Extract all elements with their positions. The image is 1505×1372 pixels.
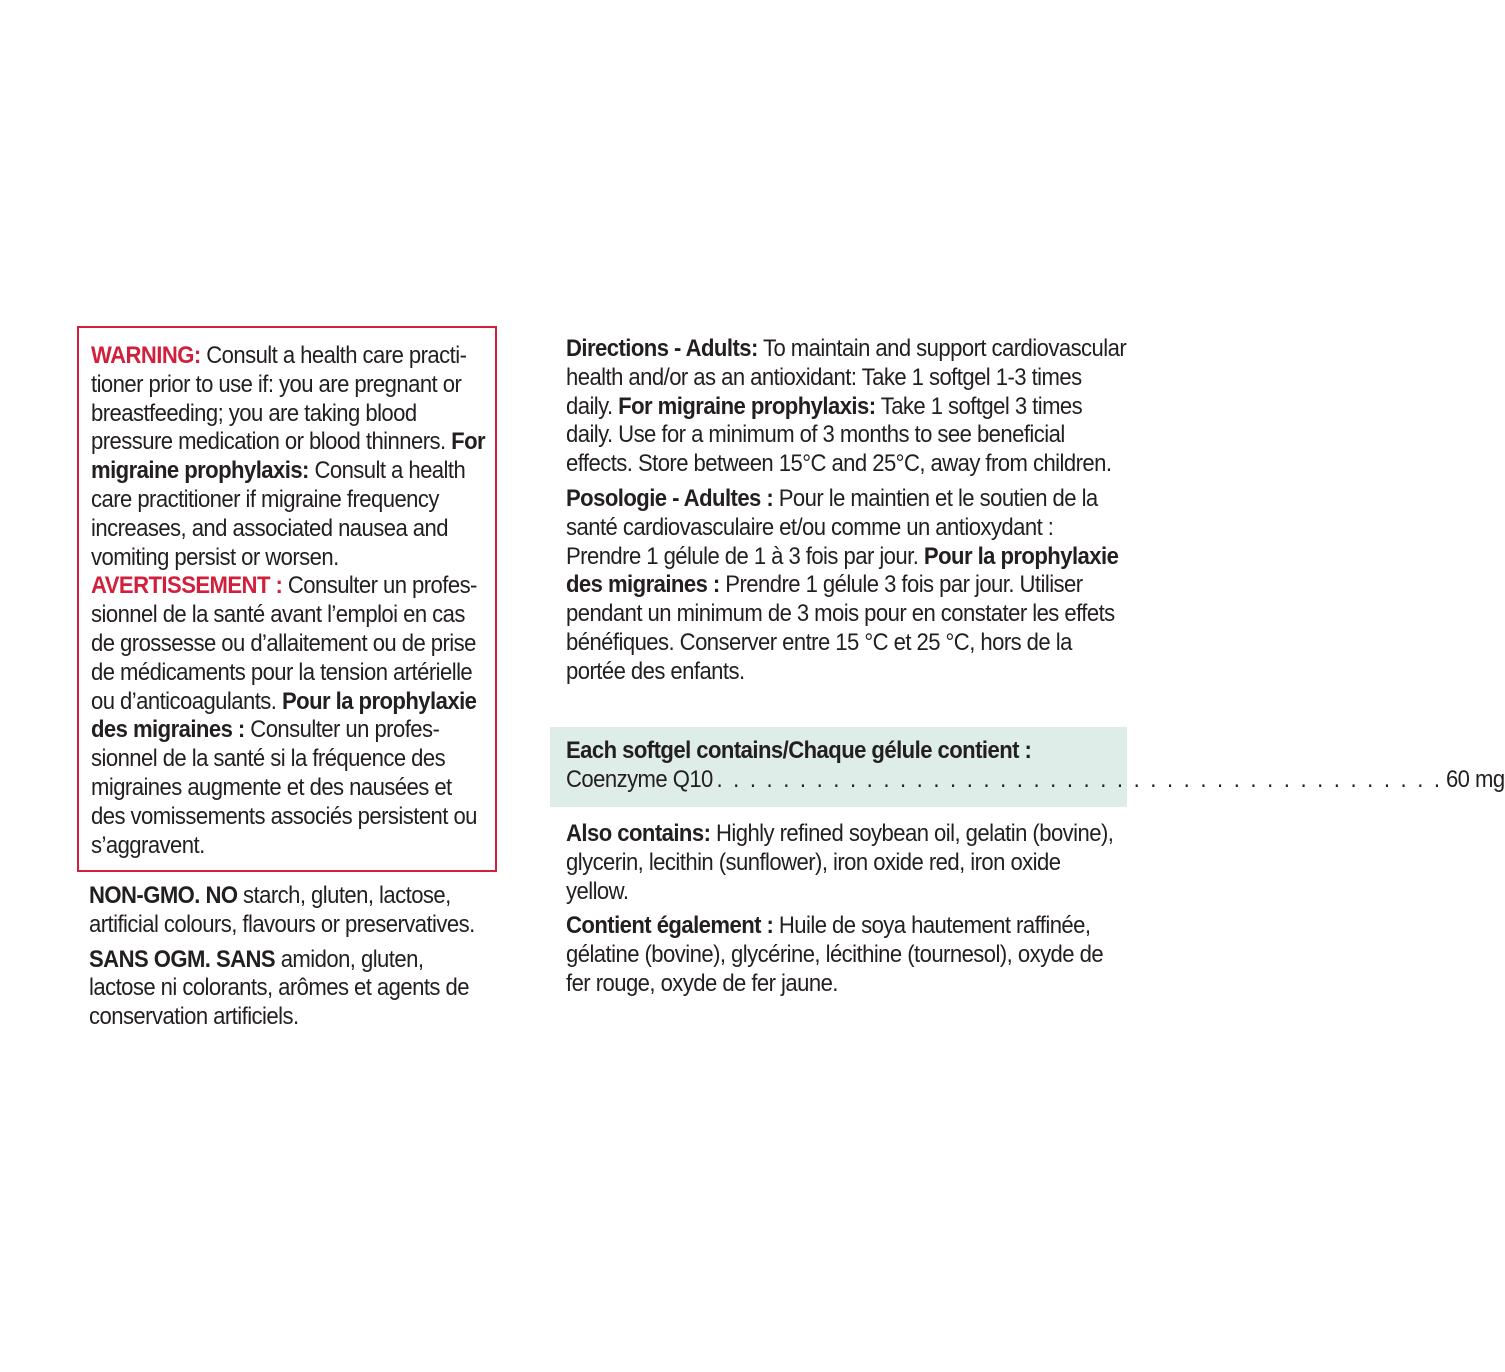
ingredient-amount: 60 mg: [1445, 765, 1505, 793]
ingredient-name: Coenzyme Q10: [566, 765, 713, 793]
directions-fr-migraine-heading: Pour la prophylaxie des migraines :: [566, 542, 1119, 599]
warning-fr-text-2: Consulter un profes-sionnel de la santé si la fréquence des migraines augmente et des nausées et des vomissements associés persistent ou s’aggravent.: [91, 716, 477, 859]
also-contains-en-heading: Also contains:: [566, 820, 711, 847]
directions-section: [566, 335, 1127, 687]
ingredients-heading-text: Each softgel contains/Chaque gélule contient :: [566, 737, 1032, 764]
non-gmo-fr: [89, 946, 492, 1032]
also-contains-fr-heading: Contient également :: [566, 912, 774, 940]
warning-content: [91, 342, 487, 860]
warning-fr-migraine-heading: Pour la prophylaxie des migraines :: [91, 687, 477, 744]
non-gmo-section: [89, 882, 492, 1032]
warning-fr: [91, 572, 487, 860]
ingredients-content: [566, 737, 1505, 795]
directions-en-text-2: Take 1 softgel 3 times daily. Use for a minimum of 3 months to see beneficial effects. Store between 15°C and 25°C, away from children.: [566, 392, 1112, 478]
directions-fr-text-1: Pour le maintien et le soutien de la santé cardiovasculaire et/ou comme un antioxydant : Prendre 1 gélule de 1 à 3 fois par jour.: [566, 484, 1098, 570]
warning-box: [77, 326, 497, 872]
warning-en-text-1: Consult a health care practi-tioner prior to use if: you are pregnant or breastfeeding; you are taking blood pressure medication or blood thinners.: [91, 342, 467, 456]
non-gmo-en-text: starch, gluten, lactose, artificial colours, flavours or preservatives.: [89, 882, 475, 938]
non-gmo-fr-heading: SANS OGM. SANS: [89, 945, 276, 973]
directions-en: [566, 335, 1127, 479]
directions-en-heading: Directions - Adults:: [566, 335, 758, 362]
non-gmo-en: [89, 882, 492, 940]
medicinal-ingredients-panel: [550, 727, 1505, 807]
directions-fr: [566, 485, 1127, 687]
warning-en: [91, 342, 487, 572]
warning-fr-heading: AVERTISSEMENT :: [91, 572, 283, 600]
also-contains-fr-text: Huile de soya hautement raffinée, gélatine (bovine), glycérine, lécithine (tournesol), oxyde de fer rouge, oxyde de fer jaune.: [566, 912, 1104, 997]
warning-en-heading: WARNING:: [91, 342, 201, 369]
warning-en-migraine-heading: For migraine prophylaxis:: [91, 428, 486, 485]
also-contains-en-text: Highly refined soybean oil, gelatin (bovine), glycerin, lecithin (sunflower), iron oxide red, iron oxide yellow.: [566, 820, 1114, 905]
ingredient-row: [566, 765, 1505, 795]
warning-en-text-2: Consult a health care practitioner if migraine frequency increases, and associated nausea and vomiting persist or worsen.: [91, 457, 466, 571]
directions-en-text-1: To maintain and support cardiovascular health and/or as an antioxidant: Take 1 softgel 1-3 times daily.: [566, 335, 1127, 420]
non-gmo-en-heading: NON-GMO. NO: [89, 882, 238, 909]
directions-en-migraine-heading: For migraine prophylaxis:: [618, 392, 876, 420]
directions-fr-heading: Posologie - Adultes :: [566, 484, 774, 512]
warning-fr-text-1: Consulter un profes-sionnel de la santé avant l’emploi en cas de grossesse ou d’allaitement ou de prise de médicaments pour la tension artérielle ou d’anticoagulants.: [91, 572, 477, 715]
also-contains-fr: [566, 912, 1127, 998]
directions-fr-text-2: Prendre 1 gélule 3 fois par jour. Utiliser pendant un minimum de 3 mois pour en constater les effets bénéfiques. Conserver entre 15 °C et 25 °C, hors de la portée des enfants.: [566, 571, 1115, 685]
non-gmo-fr-text: amidon, gluten, lactose ni colorants, arômes et agents de conservation artificiels.: [89, 945, 469, 1031]
ingredient-leader-dots: . . . . . . . . . . . . . . . . . . . . . . . . . . . . . . . . . . . . . . . . . . . .: [716, 765, 1443, 793]
also-contains-section: [566, 820, 1127, 999]
also-contains-en: [566, 820, 1127, 906]
ingredients-heading: [566, 737, 1118, 766]
